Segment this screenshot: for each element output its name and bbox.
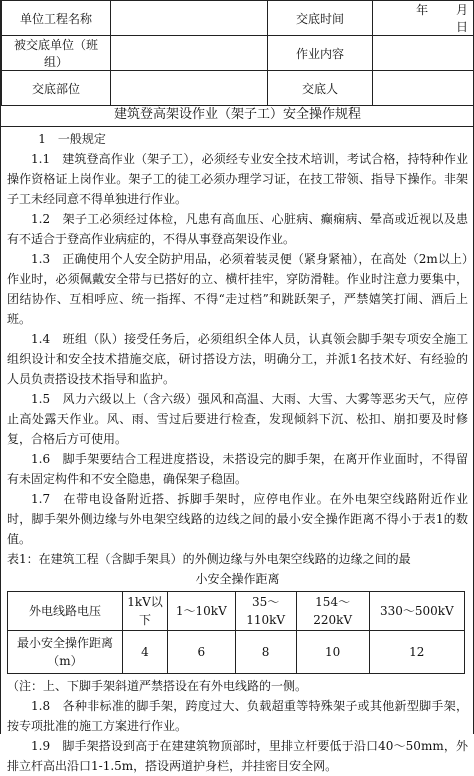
distance-cell: 10 (296, 631, 369, 674)
label-handover-person: 交底人 (268, 71, 373, 106)
clause-1-2: 1.2 架子工必须经过体检，凡患有高血压、心脏病、癫痫病、晕高或近视以及患有不适合于登高作业病症的，不得从事登高架设作业。 (7, 212, 468, 246)
label-handover-time: 交底时间 (268, 1, 373, 36)
clause-1-9: 1.9 脚手架搭设到高于在建建筑物顶部时，里排立杆要低于沿口40～50mm，外排立杆高出沿口1-1.5m，搭设两道护身栏，并挂密目安全网。 (7, 739, 468, 773)
distance-cell: 4 (123, 631, 168, 674)
table-caption (1, 549, 474, 589)
handover-person-value[interactable] (373, 71, 474, 106)
clause-1-1: 1.1 建筑登高作业（架子工），必须经专业安全技术培训，考试合格，持特种作业操作资格证上岗作业。架子工的徒工必须办理学习证，在技工带领、指导下操作。非架子工未经同意不得单独进行作业。 (7, 152, 468, 206)
clause-1-7: 1.7 在带电设备附近搭、拆脚手架时，应停电作业。在外电架空线路附近作业时，脚手架外侧边缘与外电架空线路的边线之间的最小安全操作距离不得小于表1的数值。 (7, 492, 468, 546)
section-heading: 1 一般规定 (38, 132, 106, 146)
month-label: 月 (455, 3, 469, 17)
table-header-distance: 最小安全操作距离（m） (8, 631, 123, 674)
distance-cell: 12 (369, 631, 464, 674)
voltage-cell: 1～10kV (168, 592, 236, 631)
clause-1-3: 1.3 正确使用个人安全防护用品，必须着装灵便（紧身紧袖），在高处（2m以上）作业时，必须佩戴安全带与已搭好的立、横杆挂牢，穿防滑鞋。作业时注意力要集中，团结协作、互相呼应、统一指挥、不得“走过档”和跳跃架子，严禁嬉笑打闹、酒后上班。 (7, 252, 468, 326)
clause-1-5: 1.5 风力六级以上（含六级）强风和高温、大雨、大雪、大雾等恶劣天气，应停止高处露天作业。风、雨、雪过后要进行检查，发现倾斜下沉、松扣、崩扣要及时修复，合格后方可使用。 (7, 392, 468, 446)
table-caption-line2: 小安全操作距离 (195, 572, 280, 586)
handover-location-value[interactable] (111, 71, 268, 106)
work-content-value[interactable] (373, 36, 474, 71)
table-header-voltage: 外电线路电压 (8, 592, 123, 631)
table-note: （注：上、下脚手架斜道严禁搭设在有外电线路的一侧。 (7, 679, 308, 693)
document-title: 建筑登高架设作业（架子工）安全操作规程 (1, 104, 474, 127)
label-receiving-team: 被交底单位（班组） (2, 36, 111, 71)
document-content (1, 104, 474, 776)
table-row (8, 631, 465, 674)
voltage-cell: 1kV以下 (123, 592, 168, 631)
handover-date-value[interactable] (373, 1, 474, 36)
distance-cell: 6 (168, 631, 236, 674)
voltage-cell: 330～500kV (369, 592, 464, 631)
voltage-cell: 35～110kV (235, 592, 296, 631)
label-handover-location: 交底部位 (2, 71, 111, 106)
table-row (8, 592, 465, 631)
clause-1-8: 1.8 各种非标准的脚手架，跨度过大、负载超重等特殊架子或其他新型脚手架，按专项批准的施工方案进行作业。 (7, 699, 468, 733)
distance-cell: 8 (235, 631, 296, 674)
label-work-content: 作业内容 (268, 36, 373, 71)
clause-1-6: 1.6 脚手架要结合工程进度搭设，未搭设完的脚手架，在离开作业面时，不得留有未固定构件和不安全隐患，确保架子稳固。 (7, 452, 468, 486)
safety-distance-table (7, 591, 465, 674)
table-caption-line1: 表1：在建筑工程（含脚手架具）的外侧边缘与外电架空线路的边缘之间的最 (7, 552, 411, 566)
day-label: 日 (455, 20, 469, 34)
regulation-body-cont (1, 696, 474, 776)
label-project-name: 单位工程名称 (2, 1, 111, 36)
receiving-team-value[interactable] (111, 36, 268, 71)
handover-header-table (1, 0, 474, 106)
year-label: 年 (416, 3, 430, 17)
regulation-body (1, 127, 474, 549)
project-name-value[interactable] (111, 1, 268, 36)
clause-1-4: 1.4 班组（队）接受任务后，必须组织全体人员，认真领会脚手架专项安全施工组织设计和安全技术措施交底，研讨搭设方法，明确分工，并派1名技术好、有经验的人员负责搭设技术指导和监护。 (7, 332, 468, 386)
voltage-cell: 154～220kV (296, 592, 369, 631)
